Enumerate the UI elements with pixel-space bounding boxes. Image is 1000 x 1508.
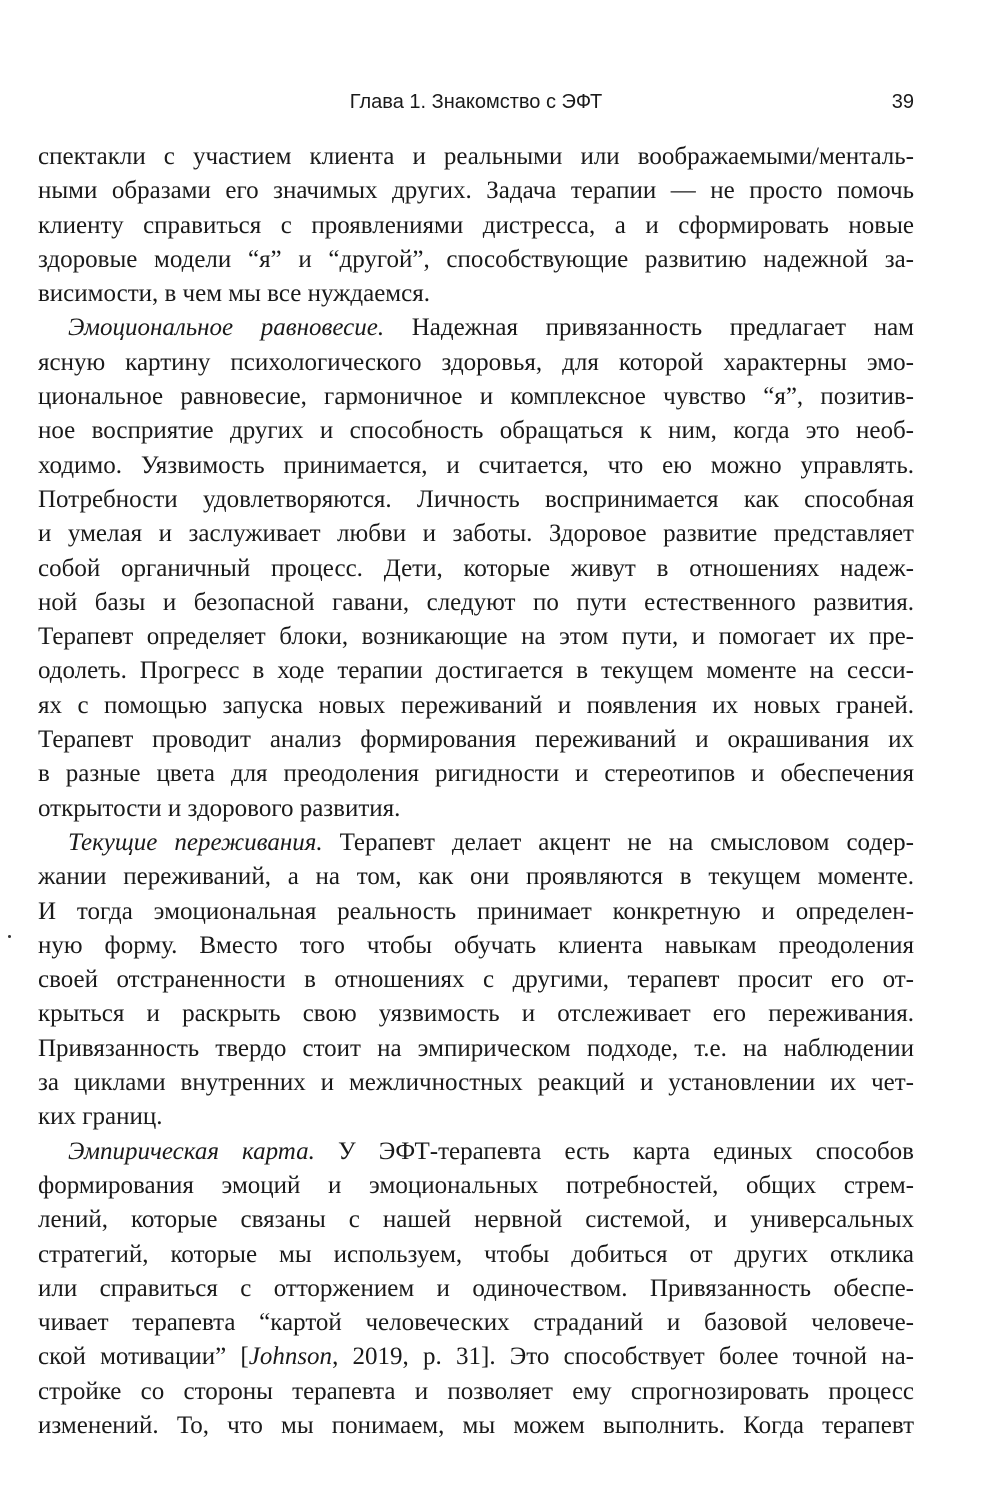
line-text: Надежная привязанность предлагает нам bbox=[384, 314, 914, 342]
line-text: крыться и раскрыть свою уязвимость и отслеживает его переживания. bbox=[38, 1000, 914, 1028]
line-text: своей отстраненности в отношениях с другими, терапевт просит его от- bbox=[38, 966, 914, 994]
text-line bbox=[38, 1409, 914, 1443]
text-line bbox=[38, 174, 914, 208]
line-text: ходимо. Уязвимость принимается, и считается, что ею можно управлять. bbox=[38, 451, 914, 479]
line-text: в разные цвета для преодоления ригидности и стереотипов и обеспечения bbox=[38, 760, 914, 788]
page-header bbox=[38, 86, 914, 118]
line-text: одолеть. Прогресс в ходе терапии достигается в текущем моменте на сесси- bbox=[38, 657, 914, 685]
text-line bbox=[38, 826, 914, 860]
text-line bbox=[38, 1169, 914, 1203]
line-text: висимости, в чем мы все нуждаемся. bbox=[38, 280, 430, 308]
text-line bbox=[38, 449, 914, 483]
line-text: лений, которые связаны с нашей нервной системой, и универсальных bbox=[38, 1206, 914, 1234]
line-text: ную форму. Вместо того чтобы обучать клиента навыкам преодоления bbox=[38, 931, 914, 959]
line-text: , 2019, p. 31]. Это способствует более точной на- bbox=[332, 1343, 914, 1371]
body-text bbox=[38, 140, 914, 1443]
text-line bbox=[38, 1340, 914, 1374]
text-line bbox=[38, 1375, 914, 1409]
text-line bbox=[38, 757, 914, 791]
line-text: ными образами его значимых других. Задача терапии — не просто помочь bbox=[38, 177, 914, 205]
line-text: чивает терапевта “картой человеческих страданий и базовой человече- bbox=[38, 1309, 914, 1337]
text-line bbox=[38, 140, 914, 174]
line-text: ской мотивации” [ bbox=[38, 1343, 249, 1371]
text-line bbox=[38, 209, 914, 243]
text-line bbox=[38, 586, 914, 620]
line-text: ной базы и безопасной гавани, следуют по пути естественного развития. bbox=[38, 588, 914, 616]
line-text: жании переживаний, а на том, как они проявляются в текущем моменте. bbox=[38, 863, 914, 891]
text-line bbox=[38, 1272, 914, 1306]
line-text: Привязанность твердо стоит на эмпирическом подходе, т.е. на наблюдении bbox=[38, 1034, 914, 1062]
text-line bbox=[38, 1135, 914, 1169]
text-line bbox=[38, 654, 914, 688]
line-text: и умелая и заслуживает любви и заботы. Здоровое развитие представляет bbox=[38, 520, 914, 548]
text-line bbox=[38, 311, 914, 345]
text-line bbox=[38, 552, 914, 586]
italic-heading: Эмпирическая карта. bbox=[68, 1137, 315, 1165]
text-line bbox=[38, 1238, 914, 1272]
line-text: изменений. То, что мы понимаем, мы можем выполнить. Когда терапевт bbox=[38, 1411, 914, 1439]
text-line bbox=[38, 380, 914, 414]
line-text: Потребности удовлетворяются. Личность воспринимается как способная bbox=[38, 485, 914, 513]
scan-speck bbox=[8, 935, 11, 938]
line-text: за циклами внутренних и межличностных реакций и установлении их чет- bbox=[38, 1069, 914, 1097]
running-head: Глава 1. Знакомство с ЭФТ bbox=[349, 91, 603, 113]
line-text: циональное равновесие, гармоничное и комплексное чувство “я”, позитив- bbox=[38, 383, 914, 411]
text-line bbox=[38, 1203, 914, 1237]
line-text: ясную картину психологического здоровья, для которой характерны эмо- bbox=[38, 348, 914, 376]
text-line bbox=[38, 895, 914, 929]
line-text: Терапевт определяет блоки, возникающие на этом пути, и помогает их пре- bbox=[38, 623, 914, 651]
text-line bbox=[38, 346, 914, 380]
text-line bbox=[38, 792, 914, 826]
line-text: формирования эмоций и эмоциональных потребностей, общих стрем- bbox=[38, 1171, 914, 1199]
text-line bbox=[38, 929, 914, 963]
line-text: стройке со стороны терапевта и позволяет ему спрогнозировать процесс bbox=[38, 1377, 914, 1405]
text-line bbox=[38, 414, 914, 448]
line-text: ях с помощью запуска новых переживаний и появления их новых граней. bbox=[38, 691, 914, 719]
text-line bbox=[38, 1032, 914, 1066]
text-line bbox=[38, 1100, 914, 1134]
line-text: стратегий, которые мы используем, чтобы добиться от других отклика bbox=[38, 1240, 914, 1268]
italic-heading: Текущие переживания. bbox=[68, 828, 323, 856]
line-text: Терапевт проводит анализ формирования переживаний и окрашивания их bbox=[38, 726, 914, 754]
line-text: клиенту справиться с проявлениями дистресса, а и сформировать новые bbox=[38, 211, 914, 239]
line-text: ких границ. bbox=[38, 1103, 163, 1131]
text-line bbox=[38, 483, 914, 517]
line-text: или справиться с отторжением и одиночеством. Привязанность обеспе- bbox=[38, 1274, 914, 1302]
text-line bbox=[38, 277, 914, 311]
line-text: здоровые модели “я” и “другой”, способствующие развитию надежной за- bbox=[38, 245, 914, 273]
text-line bbox=[38, 1066, 914, 1100]
text-line bbox=[38, 723, 914, 757]
line-text: У ЭФТ-терапевта есть карта единых способов bbox=[314, 1137, 914, 1165]
text-line bbox=[38, 997, 914, 1031]
text-line bbox=[38, 620, 914, 654]
text-line bbox=[38, 1306, 914, 1340]
line-text: Терапевт делает акцент не на смысловом содер- bbox=[322, 828, 914, 856]
italic-heading: Эмоциональное равновесие. bbox=[68, 314, 385, 342]
page-number: 39 bbox=[891, 91, 914, 113]
line-text: спектакли с участием клиента и реальными или воображаемыми/менталь- bbox=[38, 143, 914, 170]
text-line bbox=[38, 860, 914, 894]
line-text: открытости и здорового развития. bbox=[38, 794, 401, 822]
line-text: ное восприятие других и способность обращаться к ним, когда это необ- bbox=[38, 417, 914, 445]
citation-author: Johnson bbox=[248, 1343, 333, 1371]
text-line bbox=[38, 689, 914, 723]
text-line bbox=[38, 963, 914, 997]
line-text: собой органичный процесс. Дети, которые живут в отношениях надеж- bbox=[38, 554, 914, 582]
text-line bbox=[38, 517, 914, 551]
text-line bbox=[38, 243, 914, 277]
line-text: И тогда эмоциональная реальность принимает конкретную и определен- bbox=[38, 897, 914, 925]
